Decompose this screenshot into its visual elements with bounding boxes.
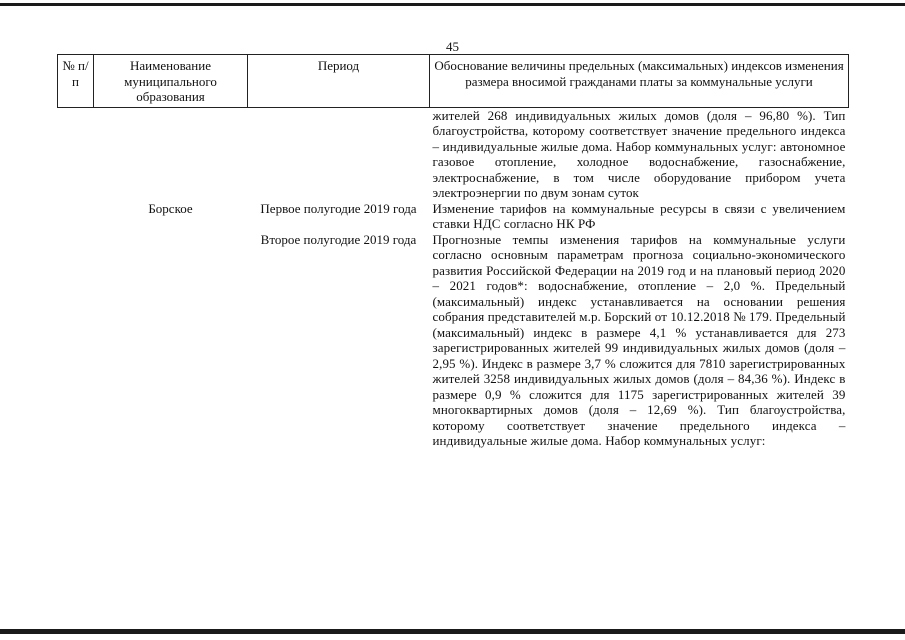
header-period: Период <box>248 55 430 108</box>
table-header-row <box>58 55 849 108</box>
justification-first-half: Изменение тарифов на коммунальные ресурсы в связи с увеличением ставки НДС согласно НК РФ <box>432 200 846 231</box>
header-municipality: Наименование муниципального образования <box>94 55 248 108</box>
table-row <box>58 201 849 232</box>
continuation-text: жителей 268 индивидуальных жилых домов (доля – 96,80 %). Тип благоустройства, которому соответствует значение предельного индекса – индивидуальные жилые дома. Набор коммунальных услуг: автономное газовое отопление, холодное водоснабжение, газоснабжение, электроснабжение, в том числе оборудование прибором учета электроэнергии по двум зонам суток <box>432 107 846 200</box>
header-number: № п/п <box>58 55 94 108</box>
scan-border-top <box>0 3 905 6</box>
scan-border-bottom <box>0 629 905 634</box>
period-second-half: Второе полугодие 2019 года <box>260 231 417 247</box>
header-justification: Обоснование величины предельных (максимальных) индексов изменения размера вносимой гражданами платы за коммунальные услуги <box>430 55 849 108</box>
municipality-name: Борское <box>148 200 193 216</box>
period-first-half: Первое полугодие 2019 года <box>260 200 417 216</box>
table-row <box>58 232 849 449</box>
tariff-justification-table <box>57 54 849 449</box>
table-row <box>58 107 849 201</box>
page-number: 45 <box>446 39 459 54</box>
justification-second-half: Прогнозные темпы изменения тарифов на коммунальные услуги согласно основным параметрам прогноза социально-экономического развития Российской Федерации на 2019 год и на плановый период 2020 – 2021 годов*: водоснабжение, отопление – 2,0 %. Предельный (максимальный) индекс устанавливается на основании решения собрания представителей м.р. Борский от 10.12.2018 № 179. Предельный (максимальный) индекс в размере 4,1 % устанавливается для 273 зарегистрированных жителей 99 индивидуальных жилых домов (доля – 2,95 %). Индекс в размере 3,7 % сложится для 7810 зарегистрированных жителей 3258 индивидуальных жилых домов (доля – 84,36 %). Индекс в размере 0,9 % сложится для 1175 зарегистрированных жителей 39 многоквартирных домов (доля – 12,69 %). Тип благоустройства, которому соответствует значение предельного индекса – индивидуальные жилые дома. Набор коммунальных услуг: <box>432 231 846 448</box>
